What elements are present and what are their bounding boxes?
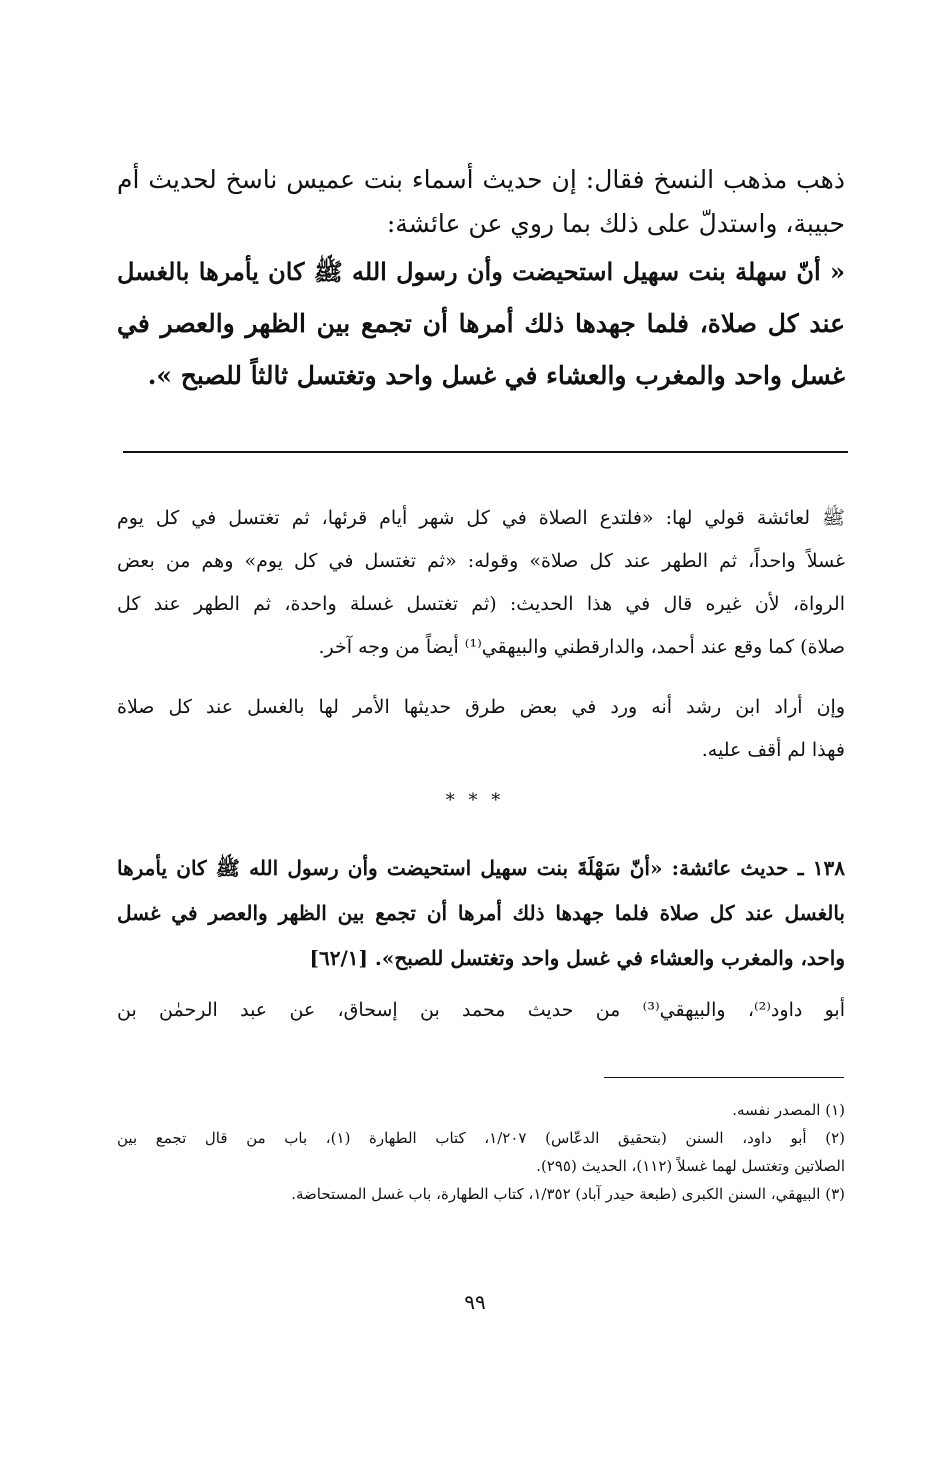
- excerpt-line: حبيبة، واستدلّ على ذلك بما روي عن عائشة:: [386, 209, 845, 238]
- excerpt-line: ذهب مذهب النسخ فقال: إن حديث أسماء بنت عميس ناسخ لحديث أم: [117, 165, 845, 194]
- body-paragraph: [117, 686, 845, 772]
- hadith-line: واحد، والمغرب والعشاء في غسل واحد وتغتسل للصبح». [٦٢/١]: [309, 946, 845, 970]
- hadith-quote-line: « أنّ سهلة بنت سهيل استحيضت وأن رسول الله ﷺ كان يأمرها بالغسل: [117, 257, 845, 286]
- hadith-quote-line: عند كل صلاة، فلما جهدها ذلك أمرها أن تجمع بين الظهر والعصر في: [117, 309, 845, 338]
- body-paragraph: [117, 497, 845, 669]
- body-line: فهذا لم أقف عليه.: [701, 739, 845, 761]
- body-line: صلاة) كما وقع عند أحمد، والدارقطني والبيهقي⁽¹⁾ أيضاً من وجه آخر.: [318, 636, 845, 658]
- body-line: غسلاً واحداً، ثم الطهر عند كل صلاة» وقوله: «ثم تغتسل في كل يوم» وهم من بعض: [117, 550, 845, 572]
- quoted-excerpt: [117, 158, 845, 402]
- footnote-line: (٣) البيهقي، السنن الكبرى (طبعة حيدر آباد) ١/٣٥٢، كتاب الطهارة، باب غسل المستحاضة.: [291, 1185, 845, 1203]
- hadith-line: ١٣٨ ـ حديث عائشة: «أنّ سَهْلَةَ بنت سهيل استحيضت وأن رسول الله ﷺ كان يأمرها: [117, 856, 845, 880]
- page-number: ٩٩: [464, 1290, 486, 1314]
- body-line: وإن أراد ابن رشد أنه ورد في بعض طرق حديثها الأمر لها بالغسل عند كل صلاة: [117, 696, 845, 718]
- body-line: أبو داود⁽²⁾، والبيهقي⁽³⁾ من حديث محمد بن إسحاق، عن عبد الرحمٰن بن: [117, 999, 845, 1021]
- body-line: الرواة، لأن غيره قال في هذا الحديث: (ثم تغتسل غسلة واحدة، ثم الطهر عند كل: [117, 593, 845, 615]
- footnotes: [117, 1096, 845, 1208]
- hadith-quote-line: غسل واحد والمغرب والعشاء في غسل واحد وتغتسل ثالثاً للصبح ».: [147, 361, 845, 390]
- hadith-line: بالغسل عند كل صلاة فلما جهدها ذلك أمرها أن تجمع بين الظهر والعصر في غسل: [117, 901, 845, 925]
- footnote-line: (١) المصدر نفسه.: [732, 1101, 845, 1119]
- excerpt-divider: [123, 451, 848, 453]
- footnote-line: (٢) أبو داود، السنن (بتحقيق الدعّاس) ١/٢٠٧، كتاب الطهارة (١)، باب من قال تجمع بين: [117, 1129, 845, 1147]
- footnote-divider: [604, 1077, 844, 1078]
- section-separator: * * *: [445, 790, 505, 811]
- hadith-entry: [117, 846, 845, 981]
- body-line: ﷺ لعائشة قولي لها: «فلتدع الصلاة في كل شهر أيام قرئها، ثم تغتسل في كل يوم: [117, 507, 845, 529]
- body-paragraph: [117, 989, 845, 1032]
- footnote-line: الصلاتين وتغتسل لهما غسلاً (١١٢)، الحديث (٢٩٥).: [536, 1157, 845, 1175]
